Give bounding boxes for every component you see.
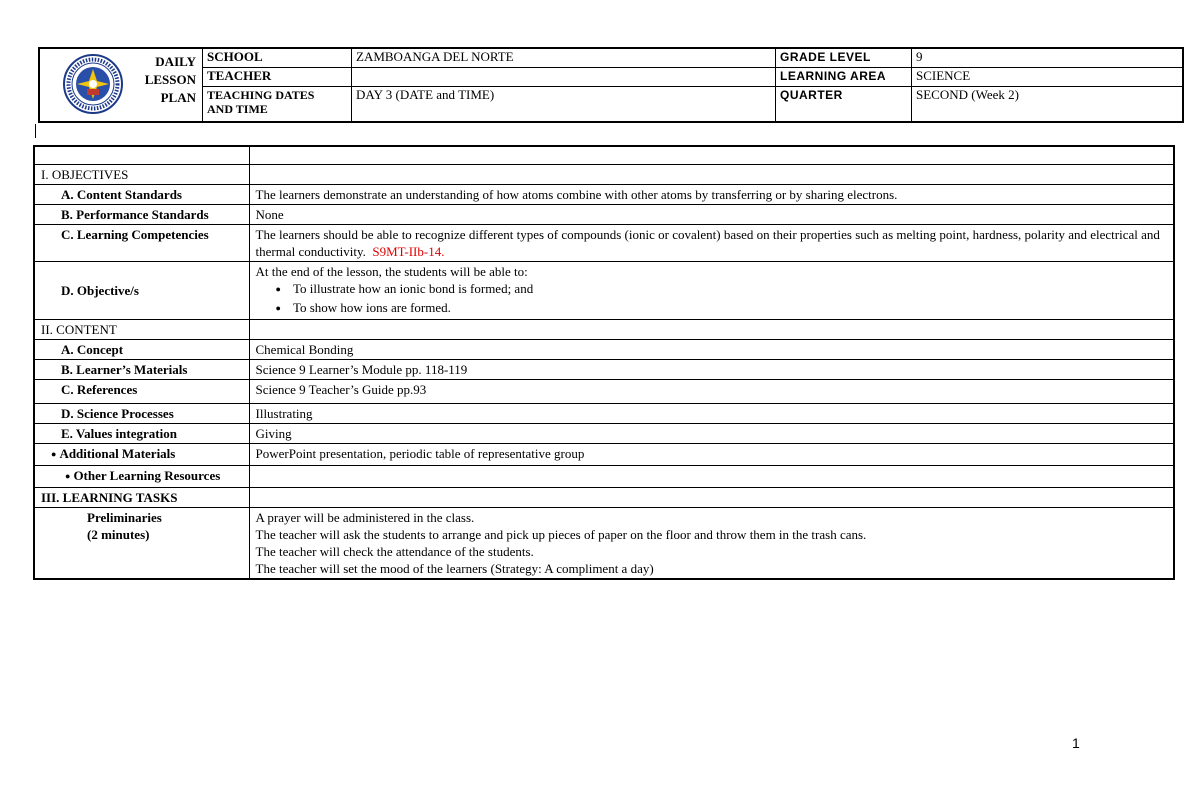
page-number: 1	[1072, 735, 1080, 751]
school-label: SCHOOL	[203, 48, 352, 67]
values-integration-label: E. Values integration	[34, 423, 249, 443]
table-row	[34, 146, 1174, 164]
other-resources-label: ● Other Learning Resources	[34, 465, 249, 487]
objectives-label: D. Objective/s	[34, 261, 249, 319]
bullet-icon: ●	[51, 448, 57, 459]
learners-materials-label: B. Learner’s Materials	[34, 359, 249, 379]
preliminaries-value: A prayer will be administered in the class. The teacher will ask the students to arrange and pick up pieces of paper on the floor and throw them in the trash cans. The teacher will check the attendance of the students. The teacher will set the mood of the learners (Strategy: A compliment a day)	[249, 507, 1174, 579]
science-processes-label: D. Science Processes	[34, 403, 249, 423]
bullet-icon: ●	[65, 470, 71, 481]
table-row	[34, 403, 1174, 423]
header-table	[38, 47, 1184, 123]
performance-standards-value: None	[249, 204, 1174, 224]
additional-materials-value: PowerPoint presentation, periodic table of representative group	[249, 443, 1174, 465]
learning-competencies-label: C. Learning Competencies	[34, 224, 249, 261]
learning-tasks-heading: III. LEARNING TASKS	[34, 487, 249, 507]
quarter-label: QUARTER	[776, 86, 912, 122]
empty-cell	[249, 487, 1174, 507]
school-value: ZAMBOANGA DEL NORTE	[352, 48, 776, 67]
table-row	[34, 465, 1174, 487]
deped-seal-icon	[62, 53, 124, 115]
empty-cell	[249, 146, 1174, 164]
concept-value: Chemical Bonding	[249, 339, 1174, 359]
other-resources-value	[249, 465, 1174, 487]
learning-area-label: LEARNING AREA	[776, 67, 912, 86]
text-cursor	[35, 124, 36, 138]
references-label: C. References	[34, 379, 249, 403]
preliminaries-label: Preliminaries (2 minutes)	[34, 507, 249, 579]
grade-level-label: GRADE LEVEL	[776, 48, 912, 67]
concept-label: A. Concept	[34, 339, 249, 359]
empty-cell	[249, 319, 1174, 339]
table-row	[34, 261, 1174, 319]
references-value: Science 9 Teacher’s Guide pp.93	[249, 379, 1174, 403]
competency-code: S9MT-IIb-14.	[372, 243, 445, 259]
content-heading: II. CONTENT	[34, 319, 249, 339]
teacher-label: TEACHER	[203, 67, 352, 86]
table-row	[34, 507, 1174, 579]
table-row	[34, 359, 1174, 379]
table-row	[34, 487, 1174, 507]
table-row	[34, 319, 1174, 339]
table-row	[34, 204, 1174, 224]
learners-materials-value: Science 9 Learner’s Module pp. 118-119	[249, 359, 1174, 379]
empty-cell	[249, 164, 1174, 184]
additional-materials-label: ● Additional Materials	[34, 443, 249, 465]
learning-area-value: SCIENCE	[912, 67, 1184, 86]
objectives-value: At the end of the lesson, the students will be able to: ● To illustrate how an ionic bond is formed; and ● To show how ions are formed.	[249, 261, 1174, 319]
table-row	[34, 379, 1174, 403]
list-item: ● To show how ions are formed.	[276, 299, 1168, 318]
teaching-dates-value: DAY 3 (DATE and TIME)	[352, 86, 776, 122]
objectives-heading: I. OBJECTIVES	[34, 164, 249, 184]
performance-standards-label: B. Performance Standards	[34, 204, 249, 224]
table-row	[34, 339, 1174, 359]
daily-lesson-plan-title: DAILY LESSON PLAN	[144, 54, 196, 105]
science-processes-value: Illustrating	[249, 403, 1174, 423]
teaching-dates-label: TEACHING DATES AND TIME	[203, 86, 352, 122]
list-item: ● To illustrate how an ionic bond is formed; and	[276, 280, 1168, 299]
quarter-value: SECOND (Week 2)	[912, 86, 1184, 122]
table-row	[34, 224, 1174, 261]
values-integration-value: Giving	[249, 423, 1174, 443]
learning-competencies-value: The learners should be able to recognize different types of compounds (ionic or covalent) based on their properties such as melting point, hardness, polarity and electrical and thermal conductivity. S9MT-IIb-14.	[249, 224, 1174, 261]
empty-cell	[34, 146, 249, 164]
content-standards-value: The learners demonstrate an understanding of how atoms combine with other atoms by transferring or by sharing electrons.	[249, 184, 1174, 204]
logo-cell	[39, 48, 203, 122]
table-row	[34, 164, 1174, 184]
content-standards-label: A. Content Standards	[34, 184, 249, 204]
grade-level-value: 9	[912, 48, 1184, 67]
table-row	[34, 184, 1174, 204]
table-row	[34, 443, 1174, 465]
table-row	[34, 423, 1174, 443]
lesson-plan-table	[33, 145, 1175, 580]
teacher-value	[352, 67, 776, 86]
